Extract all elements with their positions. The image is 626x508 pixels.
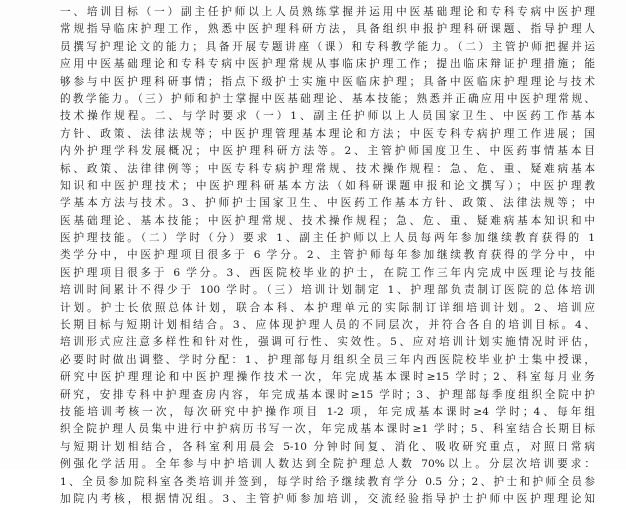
text-line: 研究，安排专科中护理查房内容，年完成基本课时≥15 学时；3、护理部每季度组织全院中护 xyxy=(60,388,595,401)
text-line: 方针、政策、法律法规等；中医护理管理基本理论和方法；中医专科专病护理工作进展；国 xyxy=(60,127,595,140)
text-line: 技术操作规程。二、与学时要求（一）1、副主任护师以上人员国家卫生、中医药工作基本 xyxy=(60,110,595,123)
text-line: 技能培训考核一次，每次研究中护操作项目 1-2 项，年完成基本课时≥4 学时；4、每年组 xyxy=(60,405,595,418)
text-line: 知识和中医护理技术；中医护理科研基本方法（如科研课题申报和论文撰写）；中医护理教 xyxy=(60,179,595,192)
text-line: 内外护理学科发展概况；中医护理科研方法等。2、主管护师国度卫生、中医药事情基本目 xyxy=(60,145,595,158)
text-line: 计划。护士长依照总体计划，联合本科、本护理单元的实际制订详细培训计划。2、培训应 xyxy=(60,301,595,314)
text-line: 长期目标与短期计划相结合。3、应体现护理人员的不同层次，并符合各自的培训目标。4、 xyxy=(60,319,595,332)
text-line: 应用中医基础理论和专科专病中医护理常规从事临床护理工作；提出临床辩证护理措施；能 xyxy=(60,58,595,71)
text-line: 1、全员参加院科室各类培训并签到，每学时给予继续教育学分 0.5 分；2、护士和护师全员参 xyxy=(60,475,595,488)
text-line: 医护理项目很多于 6 学分。3、西医院校毕业的护士，在院工作三年内完成中医理论与技能 xyxy=(60,266,595,279)
text-line: 够参与中医护理科研事情；指点下级护士实施中医临床护理；具备中医临床护理理论与技术 xyxy=(60,75,595,88)
text-line: 培训形式应注意多样性和针对性，强调可行性、实效性。5、应对培训计划实施情况时评估， xyxy=(60,336,595,349)
text-line: 医基础理论、基本技能；中医护理常规、技术操作规程；急、危、重、疑难病基本知识和中 xyxy=(60,214,595,227)
text-line: 加院内考核，根据情况组。3、主管护师参加培训，交流经验指导护士护师中医护理理论知 xyxy=(60,492,595,505)
text-line: 与短期计划相结合，各科室利用晨会 5-10 分钟时间复、消化、吸收研究重点，对照日常病 xyxy=(60,440,595,453)
document-body xyxy=(60,4,595,508)
text-line: 研究中医护理理论和中医护理操作技术一次，年完成基本课时≥15 学时；2、科室每月业务 xyxy=(60,371,595,384)
text-line: 医护理技能。（二）学时（分）要求 1、副主任护师以上人员每两年参加继续教育获得的 1 xyxy=(60,232,595,245)
text-line: 类学分中，中医护理项目很多于 6 学分。2、主管护师每年参加继续教育获得的学分中，中 xyxy=(60,249,595,262)
text-line: 例强化学活用。全年参与中护培训人数达到全院护理总人数 70%以上。分层次培训要求： xyxy=(60,458,595,471)
text-line: 标、政策、法律律例等；中医专科专病护理常规、技术操作规程：急、危、重、疑难病基本 xyxy=(60,162,595,175)
text-line: 常规指导临床护理工作，熟悉中医护理科研方法，具备组织申报护理科研课题、指导护理人 xyxy=(60,23,595,36)
text-line: 必要时时做出调整、学时分配：1、护理部每月组织全员三年内西医院校毕业护士集中授课， xyxy=(60,353,595,366)
text-line: 一、培训目标（一）副主任护师以上人员熟练掌握并运用中医基础理论和专科专病中医护理 xyxy=(60,6,595,18)
text-line: 的教学能力。（三）护师和护士掌握中医基础理论、基本技能；熟悉并正确应用中医护理常规、 xyxy=(60,92,595,105)
text-line: 员撰写护理论文的能力；具备开展专题讲座（课）和专科教学能力。（二）主管护师把握并运 xyxy=(60,40,595,53)
text-line: 织全院护理人员集中进行中护病历书写一次，年完成基本课时≥1 学时；5、科室结合长期目标 xyxy=(60,423,595,436)
text-line: 学基本方法与技术。3、护师护士国家卫生、中医药工作基本方针、政策、法律法规等；中 xyxy=(60,197,595,210)
text-line: 培训时间累计不得少于 100 学时。（三）培训计划制定 1、护理部负责制订医院的总体培训 xyxy=(60,284,595,297)
